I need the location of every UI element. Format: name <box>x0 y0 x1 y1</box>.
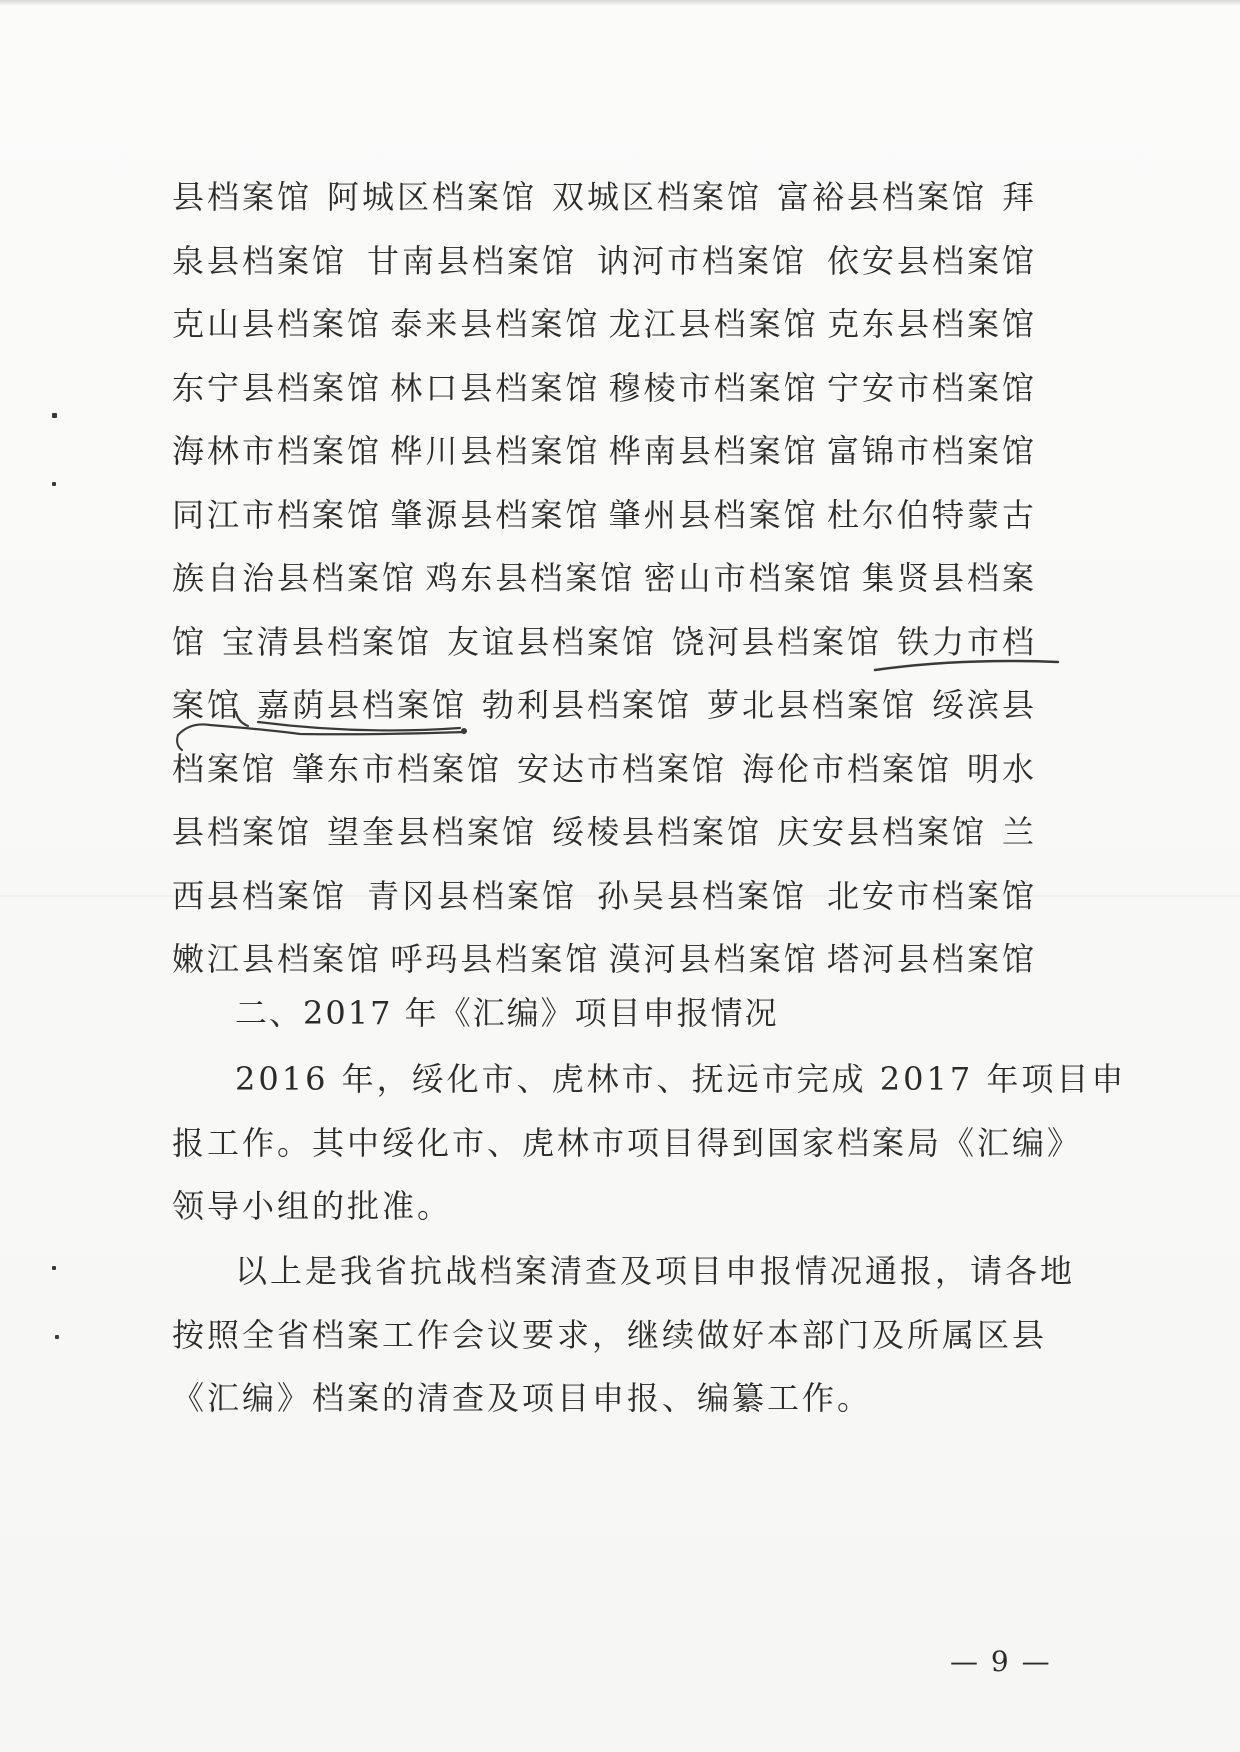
archive-list-item: 呼玛县档案馆 <box>390 940 601 978</box>
archive-list-item: 集贤县档案 <box>861 559 1037 597</box>
archive-list-item: 东宁县档案馆 <box>172 368 383 407</box>
archive-list-item: 宁安市档案馆 <box>826 368 1037 407</box>
archive-list-line <box>172 547 1037 611</box>
archive-list-item: 县档案馆 <box>172 813 313 851</box>
archive-list-item: 海林市档案馆 <box>172 432 383 470</box>
archive-list-item: 克山县档案馆 <box>172 305 383 343</box>
archive-list-item: 兰 <box>1001 813 1037 851</box>
archive-list-line <box>172 293 1037 357</box>
archive-list-item: 肇州县档案馆 <box>608 495 819 534</box>
scan-top-edge <box>0 0 1240 6</box>
archive-list-item: 泉县档案馆 <box>172 241 348 280</box>
archive-list-item: 嘉荫县档案馆 <box>256 686 467 724</box>
archive-list-item: 密山市档案馆 <box>643 559 854 597</box>
archive-list-item: 海伦市档案馆 <box>741 749 952 788</box>
archive-list-item: 西县档案馆 <box>172 876 348 915</box>
archive-list-item: 林口县档案馆 <box>390 368 601 407</box>
paragraph-line: 《汇编》档案的清查及项目申报、编纂工作。 <box>172 1379 873 1417</box>
archive-list-item: 桦南县档案馆 <box>608 432 819 470</box>
archive-list-item: 萝北县档案馆 <box>706 686 917 724</box>
binder-hole-mark <box>52 482 56 486</box>
archive-list-line <box>172 801 1037 865</box>
archive-list-item: 依安县档案馆 <box>826 241 1037 280</box>
paragraph-line: 报工作。其中绥化市、虎林市项目得到国家档案局《汇编》 <box>172 1123 1083 1162</box>
archive-list-item: 同江市档案馆 <box>172 495 383 534</box>
archive-list-item: 泰来县档案馆 <box>390 305 601 343</box>
archive-list-line <box>172 611 1037 675</box>
binder-hole-mark <box>52 413 57 418</box>
archive-list-line <box>172 357 1037 421</box>
paragraph-line: 以上是我省抗战档案清查及项目申报情况通报，请各地 <box>235 1252 1076 1290</box>
archive-list-line <box>172 865 1037 929</box>
archive-list-item: 宝清县档案馆 <box>221 622 432 661</box>
paragraph-line: 按照全省档案工作会议要求，继续做好本部门及所属区县 <box>172 1315 1048 1354</box>
archive-list-line <box>172 420 1037 484</box>
binder-hole-mark <box>52 1266 56 1270</box>
archive-list-item: 孙吴县档案馆 <box>596 876 807 915</box>
archive-list-line <box>172 166 1037 230</box>
archive-list-item: 克东县档案馆 <box>826 305 1037 343</box>
archive-list-item: 漠河县档案馆 <box>608 940 819 978</box>
section-heading: 二、2017 年《汇编》项目申报情况 <box>235 994 779 1032</box>
archive-list-line <box>172 738 1037 802</box>
page-number: — 9 — <box>950 1645 1052 1678</box>
archive-list-line <box>172 230 1037 294</box>
archive-list-item: 青冈县档案馆 <box>366 876 577 915</box>
paragraph-project-report <box>172 1048 1127 1239</box>
archive-list-item: 勃利县档案馆 <box>481 686 692 724</box>
paragraph-conclusion <box>172 1240 1076 1431</box>
archive-list-item: 嫩江县档案馆 <box>172 940 383 978</box>
archive-list <box>172 166 1037 992</box>
archive-list-item: 双城区档案馆 <box>551 178 762 216</box>
archive-list-item: 拜 <box>1001 178 1037 216</box>
paragraph-line: 领导小组的批准。 <box>172 1187 453 1225</box>
archive-list-item: 铁力市档 <box>896 622 1037 661</box>
archive-list-item: 富裕县档案馆 <box>776 178 987 216</box>
archive-list-item: 县档案馆 <box>172 178 313 216</box>
archive-list-line <box>172 484 1037 548</box>
archive-list-item: 讷河市档案馆 <box>596 241 807 280</box>
archive-list-item: 绥棱县档案馆 <box>551 813 762 851</box>
archive-list-item: 友谊县档案馆 <box>446 622 657 661</box>
archive-list-item: 明水 <box>966 749 1037 788</box>
archive-list-item: 阿城区档案馆 <box>326 178 537 216</box>
archive-list-item: 族自治县档案馆 <box>172 559 418 597</box>
archive-list-line <box>172 928 1037 992</box>
archive-list-item: 穆棱市档案馆 <box>608 368 819 407</box>
paragraph-line: 2016 年，绥化市、虎林市、抚远市完成 2017 年项目申 <box>235 1060 1127 1098</box>
archive-list-item: 杜尔伯特蒙古 <box>826 495 1037 534</box>
archive-list-item: 望奎县档案馆 <box>326 813 537 851</box>
archive-list-item: 馆 <box>172 622 208 661</box>
archive-list-item: 富锦市档案馆 <box>826 432 1037 470</box>
archive-list-item: 肇东市档案馆 <box>291 749 502 788</box>
archive-list-item: 饶河县档案馆 <box>671 622 882 661</box>
archive-list-item: 桦川县档案馆 <box>390 432 601 470</box>
archive-list-item: 庆安县档案馆 <box>776 813 987 851</box>
archive-list-item: 北安市档案馆 <box>826 876 1037 915</box>
archive-list-line <box>172 674 1037 738</box>
archive-list-item: 绥滨县 <box>931 686 1037 724</box>
archive-list-item: 塔河县档案馆 <box>826 940 1037 978</box>
archive-list-item: 鸡东县档案馆 <box>425 559 636 597</box>
archive-list-item: 案馆 <box>172 686 243 724</box>
archive-list-item: 档案馆 <box>172 749 278 788</box>
archive-list-item: 安达市档案馆 <box>516 749 727 788</box>
binder-hole-mark <box>55 1335 59 1339</box>
archive-list-item: 甘南县档案馆 <box>366 241 577 280</box>
archive-list-item: 龙江县档案馆 <box>608 305 819 343</box>
archive-list-item: 肇源县档案馆 <box>390 495 601 534</box>
